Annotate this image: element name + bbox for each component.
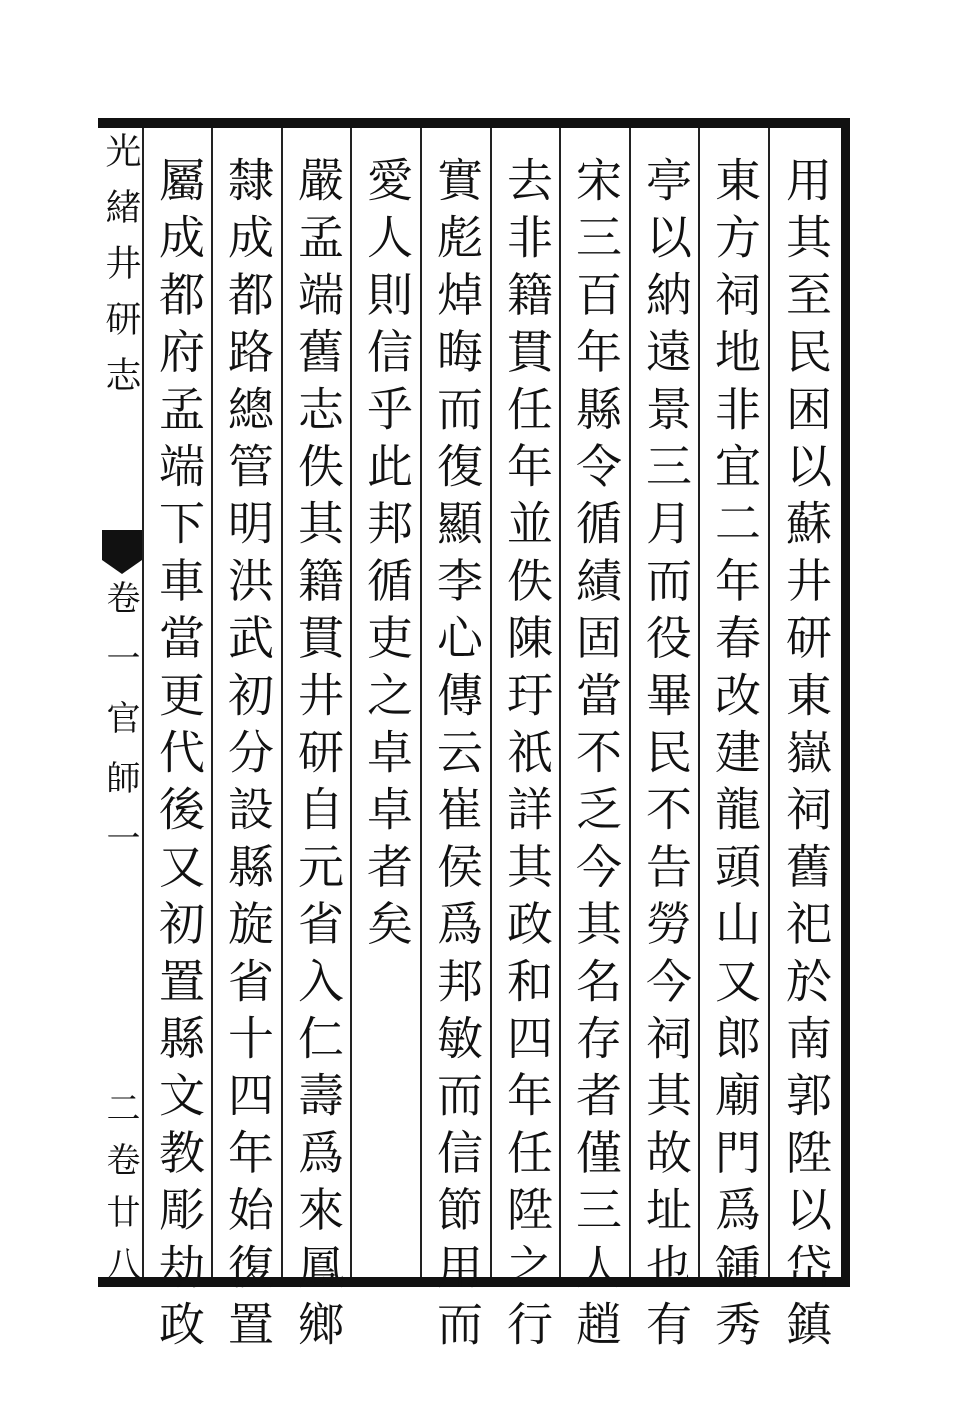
- text-column-7: [352, 128, 422, 1277]
- frame-top-border: [98, 118, 850, 128]
- text-column-10: [144, 128, 214, 1358]
- page-margin-column: [98, 128, 142, 1298]
- column-text: 嚴孟端舊志佚其籍貫井研自元省入仁壽爲來鳳鄉: [291, 156, 345, 1358]
- frame-right-border: [841, 118, 850, 1287]
- book-title: 光緒井研志: [100, 132, 141, 412]
- column-text: 用其至民困以蘇井研東嶽祠舊祀於南郭陞以岱鎮: [779, 156, 833, 1358]
- column-text: 隸成都路總管明洪武初分設縣旋省十四年始復置: [221, 156, 275, 1358]
- text-column-4: [561, 128, 631, 1358]
- column-text: 宋三百年縣令循績固當不乏今其名存者僅三人趙: [569, 156, 623, 1358]
- text-column-9: [213, 128, 283, 1358]
- text-column-5: [492, 128, 562, 1358]
- volume-page-label: 二卷廿八: [100, 1090, 140, 1298]
- text-column-3: [631, 128, 701, 1358]
- fishtail-mark-icon: [102, 530, 142, 574]
- column-text: 實彪焯晦而復顯李心傳云崔侯爲邦敏而信節用而: [430, 156, 484, 1358]
- text-column-8: [283, 128, 353, 1358]
- text-column-1: [771, 128, 841, 1358]
- section-label: 卷一官師一: [100, 580, 140, 880]
- column-text: 去非籍貫任年並佚陳玗祇詳其政和四年任陞之行: [500, 156, 554, 1358]
- column-text: 愛人則信乎此邦循吏之卓卓者矣: [360, 156, 414, 957]
- column-text: 屬成都府孟端下車當更代後又初置縣文教彫劫政: [152, 156, 206, 1358]
- text-column-2: [700, 128, 770, 1358]
- text-column-6: [422, 128, 492, 1358]
- column-text: 亭以納遠景三月而役畢民不告勞今祠其故址也有: [639, 156, 693, 1358]
- column-text: 東方祠地非宜二年春改建龍頭山又郎廟門爲鍾秀: [708, 156, 762, 1358]
